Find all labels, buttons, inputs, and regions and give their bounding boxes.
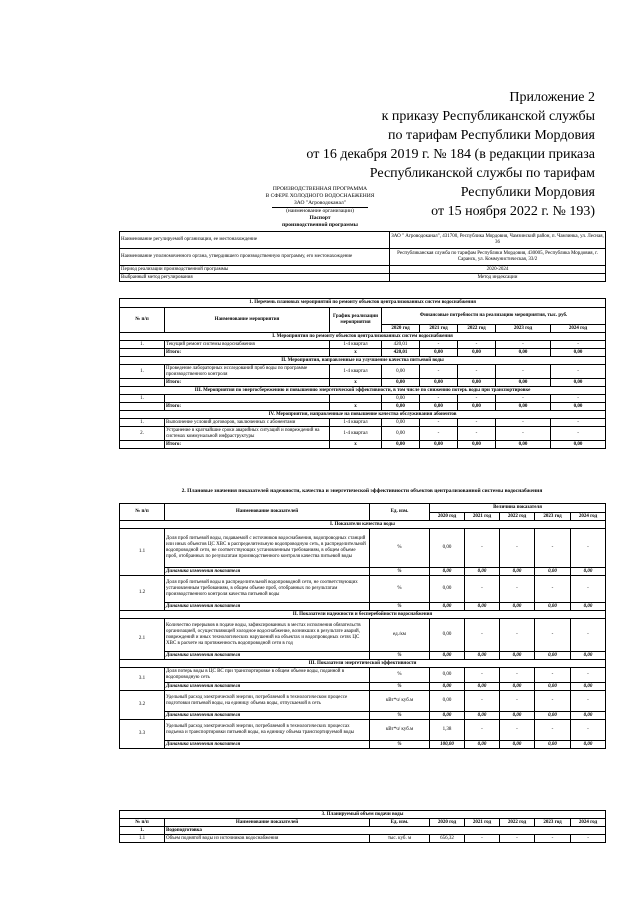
dynamics-row	[120, 741, 606, 749]
measure-value: -	[458, 427, 496, 441]
dynamics-row	[120, 683, 606, 691]
dynamics-value: 0,00	[571, 568, 606, 576]
measure-schedule: 1-4 квартал	[330, 419, 382, 427]
passport-label: Выбранный метод регулирования	[120, 274, 390, 282]
total-value: 0,00	[551, 379, 606, 387]
indicator-name: Доля потерь воды в ЦС ВС при транспортировке в общем объеме воды, поданной в водопроводную сеть	[165, 668, 370, 683]
total-schedule: х	[330, 379, 382, 387]
dynamics-value: 0,00	[430, 712, 465, 720]
measure-schedule: 1-4 квартал	[330, 341, 382, 349]
measure-value: -	[458, 365, 496, 379]
passport-row	[120, 274, 606, 282]
group-title: Водоподготовка	[165, 827, 606, 835]
indicator-row	[120, 576, 606, 603]
indicator-value: 0,00	[430, 576, 465, 603]
group-title: IV. Мероприятия, направленные на повышение качества обслуживания абонентов	[120, 411, 606, 419]
total-value: 0,00	[551, 349, 606, 357]
group-title: II. Мероприятия, направленные на улучшение качества питьевой воды	[120, 357, 606, 365]
dynamics-value: 0,00	[500, 683, 535, 691]
passport-label: Наименование регулируемой организации, ее местонахождение	[120, 232, 390, 249]
section-title: 3. Планируемый объем подачи воды	[120, 811, 606, 819]
volume-num: 1.1	[120, 835, 165, 843]
passport-table	[119, 231, 606, 282]
measure-value: -	[458, 395, 496, 403]
dynamics-value: 0,00	[500, 741, 535, 749]
indicator-value: 0,00	[430, 529, 465, 568]
measure-value: -	[551, 395, 606, 403]
header-row	[120, 308, 606, 325]
appendix-line: Приложение 2	[509, 90, 595, 105]
indicator-value: -	[571, 576, 606, 603]
indicator-value: -	[500, 691, 535, 712]
indicator-row	[120, 619, 606, 652]
total-value: 0,00	[458, 349, 496, 357]
indicator-num: 2.1	[120, 619, 165, 660]
passport-row	[120, 266, 606, 274]
passport-value: ЗАО " Агроводоканал", 431700, Республика Мордовия, Чамзинский район, п. Чамзинка, ул. Лесная, 36	[390, 232, 606, 249]
total-value: 0,00	[420, 403, 458, 411]
indicator-unit: ед./км	[370, 619, 430, 652]
dynamics-label: Динамика изменения показателя	[165, 603, 370, 611]
indicator-value: -	[571, 619, 606, 652]
measure-name: Текущий ремонт системы водоснабжения	[165, 341, 330, 349]
dynamics-value: 0,00	[430, 683, 465, 691]
total-value: 420,01	[382, 349, 420, 357]
header-year: 2022 год	[500, 819, 535, 827]
total-value: 0,00	[420, 349, 458, 357]
indicator-value: -	[535, 576, 571, 603]
volume-value: -	[465, 835, 500, 843]
measure-num: 1.	[120, 341, 165, 349]
measure-name	[165, 395, 330, 403]
indicator-num: 1.1	[120, 529, 165, 576]
measure-value: -	[458, 419, 496, 427]
repair-measures-table	[119, 298, 606, 449]
dynamics-value: 0,00	[571, 712, 606, 720]
indicator-value: -	[500, 720, 535, 741]
dynamics-row	[120, 568, 606, 576]
measure-value: -	[420, 419, 458, 427]
measure-row	[120, 341, 606, 349]
volume-value: -	[571, 835, 606, 843]
measure-name: Устранение в кратчайшие сроки аварийных ситуаций и повреждений на системах коммунальной инфраструктуры	[165, 427, 330, 441]
group-title: II. Показатели надежности и бесперебойности водоснабжения	[120, 611, 606, 619]
indicator-value: -	[500, 668, 535, 683]
passport-subtitle: производственной программы	[282, 222, 358, 228]
indicator-value: -	[465, 529, 500, 568]
header-year: 2020 год	[430, 819, 465, 827]
indicator-num: 3.1	[120, 668, 165, 691]
total-value: 0,00	[496, 441, 551, 449]
total-value: 0,00	[458, 441, 496, 449]
header-year: 2022 год	[500, 513, 535, 521]
total-num	[120, 403, 165, 411]
total-value: 0,00	[382, 441, 420, 449]
header-row	[120, 819, 606, 827]
dynamics-value: 0,00	[500, 712, 535, 720]
indicator-value: -	[465, 720, 500, 741]
indicator-value: -	[571, 668, 606, 683]
volume-value: -	[535, 835, 571, 843]
indicator-num: 3.3	[120, 720, 165, 749]
indicator-value: 0,00	[430, 668, 465, 683]
total-num	[120, 379, 165, 387]
header-year: 2020 год	[382, 325, 420, 333]
total-value: 0,00	[551, 403, 606, 411]
appendix-line: Республики Мордовия	[460, 185, 595, 200]
indicator-value: -	[500, 576, 535, 603]
passport-row	[120, 232, 606, 249]
volume-value: -	[500, 835, 535, 843]
dynamics-value: 0,00	[465, 568, 500, 576]
dynamics-value: 0,00	[500, 652, 535, 660]
header-year: 2024 год	[551, 325, 606, 333]
indicator-unit: кВт*ч/ куб.м	[370, 720, 430, 741]
indicator-name: Доля проб питьевой воды, подаваемой с источников водоснабжения, водопроводных станций или иных объектов ЦС ХВС в распределительную водопроводную сеть, в распределительной водопроводной сети, не соответствующих установленным требованиям, в общем объеме проб, отобранных по результатам производственного контроля качества питьевой воды	[165, 529, 370, 568]
dynamics-value: 0,00	[430, 603, 465, 611]
header-row	[120, 504, 606, 513]
indicator-value: -	[571, 529, 606, 568]
group-title: I. Мероприятия по ремонту объектов централизованных систем водоснабжения	[120, 333, 606, 341]
dynamics-unit: %	[370, 741, 430, 749]
group-title-row	[120, 660, 606, 668]
group-num: 1.	[120, 827, 165, 835]
passport-label: Наименование уполномоченного органа, утвердившего производственную программу, его местонахождение	[120, 249, 390, 266]
measure-value: -	[420, 365, 458, 379]
indicator-row	[120, 529, 606, 568]
dynamics-unit: %	[370, 568, 430, 576]
measure-value: -	[420, 427, 458, 441]
section-title: 1. Перечень плановых мероприятий по ремонту объектов централизованных систем водоснабжения	[120, 299, 606, 308]
header-financing: Финансовые потребности на реализацию мероприятия, тыс. руб.	[382, 308, 606, 325]
indicator-num: 1.2	[120, 576, 165, 611]
group-title-row	[120, 611, 606, 619]
indicators-table	[119, 503, 606, 749]
measure-value: -	[551, 427, 606, 441]
indicator-unit: %	[370, 529, 430, 568]
measure-value: 0,00	[382, 395, 420, 403]
header-year: 2022 год	[458, 325, 496, 333]
header-schedule: График реализации мероприятия	[330, 308, 382, 333]
header-unit: Ед. изм.	[370, 819, 430, 827]
volume-row	[120, 835, 606, 843]
indicator-row	[120, 691, 606, 712]
indicator-row	[120, 720, 606, 741]
total-value: 0,00	[458, 379, 496, 387]
dynamics-value: 0,00	[571, 741, 606, 749]
measure-value: -	[551, 419, 606, 427]
dynamics-value: 0,00	[465, 603, 500, 611]
indicator-name: Доля проб питьевой воды в распределительной водопроводной сети, не соответствующих установленным требованиям, в общем объеме проб, отобранных по результатам производственного контроля качества питьевой воды	[165, 576, 370, 603]
total-value: 0,00	[496, 349, 551, 357]
indicator-value: -	[500, 619, 535, 652]
dynamics-value: 0,00	[535, 603, 571, 611]
measure-value: -	[551, 365, 606, 379]
dynamics-value: 0,00	[465, 712, 500, 720]
dynamics-value: 0,00	[465, 741, 500, 749]
appendix-line: по тарифам Республики Мордовия	[388, 128, 595, 143]
dynamics-value: 0,00	[535, 712, 571, 720]
dynamics-unit: %	[370, 603, 430, 611]
dynamics-row	[120, 712, 606, 720]
header-year: 2023 год	[535, 513, 571, 521]
group-title-row	[120, 387, 606, 395]
dynamics-value: 0,00	[500, 603, 535, 611]
dynamics-value: 0,00	[571, 652, 606, 660]
organization-name: ЗАО "Агроводоканал"	[294, 200, 346, 206]
appendix-line: к приказу Республиканской службы	[381, 109, 595, 124]
total-label: Итого:	[165, 403, 330, 411]
indicator-value: -	[500, 529, 535, 568]
measure-value: 0,00	[382, 427, 420, 441]
measure-schedule	[330, 395, 382, 403]
dynamics-value: 0,00	[535, 652, 571, 660]
appendix-line: Республиканской службы по тарифам	[369, 166, 595, 181]
measure-value: -	[420, 395, 458, 403]
passport-label: Период реализации производственной программы	[120, 266, 390, 274]
group-row	[120, 827, 606, 835]
volume-value: 656,32	[430, 835, 465, 843]
total-row	[120, 379, 606, 387]
indicator-value: -	[465, 691, 500, 712]
dynamics-value: 0,00	[535, 568, 571, 576]
header-name: Наименование показателей	[165, 819, 370, 827]
measure-num: 1.	[120, 365, 165, 379]
measure-row	[120, 365, 606, 379]
indicator-value: -	[465, 668, 500, 683]
group-title-row	[120, 333, 606, 341]
total-value: 0,00	[382, 403, 420, 411]
header-unit: Ед. изм.	[370, 504, 430, 521]
measure-value: -	[420, 341, 458, 349]
dynamics-label: Динамика изменения показателя	[165, 712, 370, 720]
total-num	[120, 349, 165, 357]
dynamics-value: 0,00	[571, 603, 606, 611]
measure-row	[120, 427, 606, 441]
total-value: 0,00	[420, 379, 458, 387]
indicator-value: -	[571, 720, 606, 741]
indicator-name: Удельный расход электрической энергии, потребляемой в технологических процессах подъема и транспортировки питьевой воды, на единицу объема транспортируемой воды	[165, 720, 370, 741]
appendix-line: от 15 ноября 2022 г. № 193)	[431, 204, 595, 219]
dynamics-value: 0,00	[465, 683, 500, 691]
header-year: 2024 год	[571, 819, 606, 827]
dynamics-unit: %	[370, 683, 430, 691]
dynamics-label: Динамика изменения показателя	[165, 568, 370, 576]
indicator-value: -	[571, 691, 606, 712]
dynamics-label: Динамика изменения показателя	[165, 741, 370, 749]
indicator-name: Количество перерывов в подаче воды, зафиксированных в местах исполнения обязательств организацией, осуществляющей холодное водоснабжение, возникших в результате аварий, повреждений и иных технологических нарушений на объектах и водопроводных сетях ЦС ХВС в расчете на протяженность водопроводной сети в год	[165, 619, 370, 652]
header-num: № п/п	[120, 819, 165, 827]
measure-value: 420,01	[382, 341, 420, 349]
total-value: 0,00	[496, 379, 551, 387]
measure-value: -	[496, 365, 551, 379]
header-year: 2023 год	[496, 325, 551, 333]
volume-name: Объем поднятой воды из источников водоснабжения	[165, 835, 370, 843]
measure-row	[120, 419, 606, 427]
dynamics-value: 0,00	[430, 652, 465, 660]
measure-row	[120, 395, 606, 403]
header-year: 2021 год	[420, 325, 458, 333]
measure-value: -	[496, 427, 551, 441]
dynamics-value: 0,00	[571, 683, 606, 691]
indicator-value: -	[535, 529, 571, 568]
group-title: III. Показатели энергетической эффективности	[120, 660, 606, 668]
header-name: Наименование показателей	[165, 504, 370, 521]
total-value: 0,00	[496, 403, 551, 411]
dynamics-row	[120, 603, 606, 611]
group-title-row	[120, 521, 606, 529]
measure-value: -	[496, 341, 551, 349]
section-title-row	[120, 299, 606, 308]
indicator-unit: %	[370, 576, 430, 603]
indicator-num: 3.2	[120, 691, 165, 720]
header-year: 2023 год	[535, 819, 571, 827]
dynamics-label: Динамика изменения показателя	[165, 683, 370, 691]
indicator-unit: кВт*ч/ куб.м	[370, 691, 430, 712]
indicator-value: -	[535, 619, 571, 652]
total-value: 0,00	[382, 379, 420, 387]
total-row	[120, 441, 606, 449]
indicator-value: -	[535, 720, 571, 741]
dynamics-label: Динамика изменения показателя	[165, 652, 370, 660]
header-year: 2020 год	[430, 513, 465, 521]
header-num: № п/п	[120, 308, 165, 333]
measure-name: Выполнение условий договоров, заключенных с абонентами	[165, 419, 330, 427]
indicator-value: -	[535, 691, 571, 712]
passport-row	[120, 249, 606, 266]
dynamics-value: 0,00	[430, 568, 465, 576]
total-schedule: х	[330, 441, 382, 449]
indicator-value: 1,38	[430, 720, 465, 741]
passport-value: 2020-2024	[390, 266, 606, 274]
group-title-row	[120, 411, 606, 419]
measure-value: -	[458, 341, 496, 349]
indicator-value: -	[535, 668, 571, 683]
total-schedule: х	[330, 349, 382, 357]
dynamics-unit: %	[370, 712, 430, 720]
dynamics-value: 0,00	[535, 741, 571, 749]
measure-schedule: 1-4 квартал	[330, 427, 382, 441]
measure-name: Проведение лабораторных исследований проб воды по программе производственного контроля	[165, 365, 330, 379]
group-title-row	[120, 357, 606, 365]
measure-value: -	[551, 341, 606, 349]
group-title: III. Мероприятия по энергосбережению и повышению энергетической эффективности, в том числе по снижению потерь воды при транспортировке	[120, 387, 606, 395]
total-value: 0,00	[420, 441, 458, 449]
dynamics-value: 0,00	[465, 652, 500, 660]
header-year: 2024 год	[571, 513, 606, 521]
total-label: Итого:	[165, 441, 330, 449]
dynamics-row	[120, 652, 606, 660]
program-subtitle: В СФЕРЕ ХОЛОДНОГО ВОДОСНАБЖЕНИЯ	[265, 193, 375, 199]
volume-unit: тыс. куб. м	[370, 835, 430, 843]
passport-title: Паспорт	[309, 215, 331, 221]
measure-num: 1.	[120, 395, 165, 403]
total-schedule: х	[330, 403, 382, 411]
passport-value: Республиканская служба по тарифам Республики Мордовия, 430005, Республика Мордовия, г. Саранск, ул. Коммунистическая, 33/2	[390, 249, 606, 266]
water-volume-table	[119, 810, 606, 843]
dynamics-value: 0,00	[535, 683, 571, 691]
dynamics-unit: %	[370, 652, 430, 660]
indicator-unit: %	[370, 668, 430, 683]
dynamics-value: 0,00	[500, 568, 535, 576]
indicator-value: -	[465, 576, 500, 603]
header-values: Величина показателя	[430, 504, 606, 513]
indicators-section-title: 2. Плановые значения показателей надежности, качества и энергетической эффективности объектов централизованной системы водоснабжения	[181, 488, 543, 494]
total-num	[120, 441, 165, 449]
program-title: ПРОИЗВОДСТВЕННАЯ ПРОГРАММА	[272, 186, 368, 192]
header-year: 2021 год	[465, 819, 500, 827]
passport-value: Метод индексации	[390, 274, 606, 282]
total-value: 0,00	[551, 441, 606, 449]
header-name: Наименование мероприятия	[165, 308, 330, 333]
indicator-row	[120, 668, 606, 683]
indicator-value: 0,00	[430, 691, 465, 712]
total-value: 0,00	[458, 403, 496, 411]
total-row	[120, 403, 606, 411]
group-title: I. Показатели качества воды	[120, 521, 606, 529]
header-num: № п/п	[120, 504, 165, 521]
total-label: Итого:	[165, 379, 330, 387]
measure-num: 2.	[120, 427, 165, 441]
total-label: Итого:	[165, 349, 330, 357]
dynamics-value: 100,00	[430, 741, 465, 749]
measure-value: -	[496, 419, 551, 427]
header-year: 2021 год	[465, 513, 500, 521]
measure-value: 0,00	[382, 419, 420, 427]
measure-value: -	[496, 395, 551, 403]
measure-num: 1.	[120, 419, 165, 427]
appendix-line: от 16 декабря 2019 г. № 184 (в редакции приказа	[306, 147, 595, 162]
indicator-name: Удельный расход электрической энергии, потребляемой в технологическом процессе подготовки питьевой воды, на единицу объема воды, отпускаемой в сеть	[165, 691, 370, 712]
total-row	[120, 349, 606, 357]
section-title-row	[120, 811, 606, 819]
indicator-value: -	[465, 619, 500, 652]
measure-schedule: 1-4 квартал	[330, 365, 382, 379]
indicator-value: 0,00	[430, 619, 465, 652]
measure-value: 0,00	[382, 365, 420, 379]
program-heading	[240, 186, 400, 229]
organization-caption: (наименование организации)	[272, 207, 368, 215]
